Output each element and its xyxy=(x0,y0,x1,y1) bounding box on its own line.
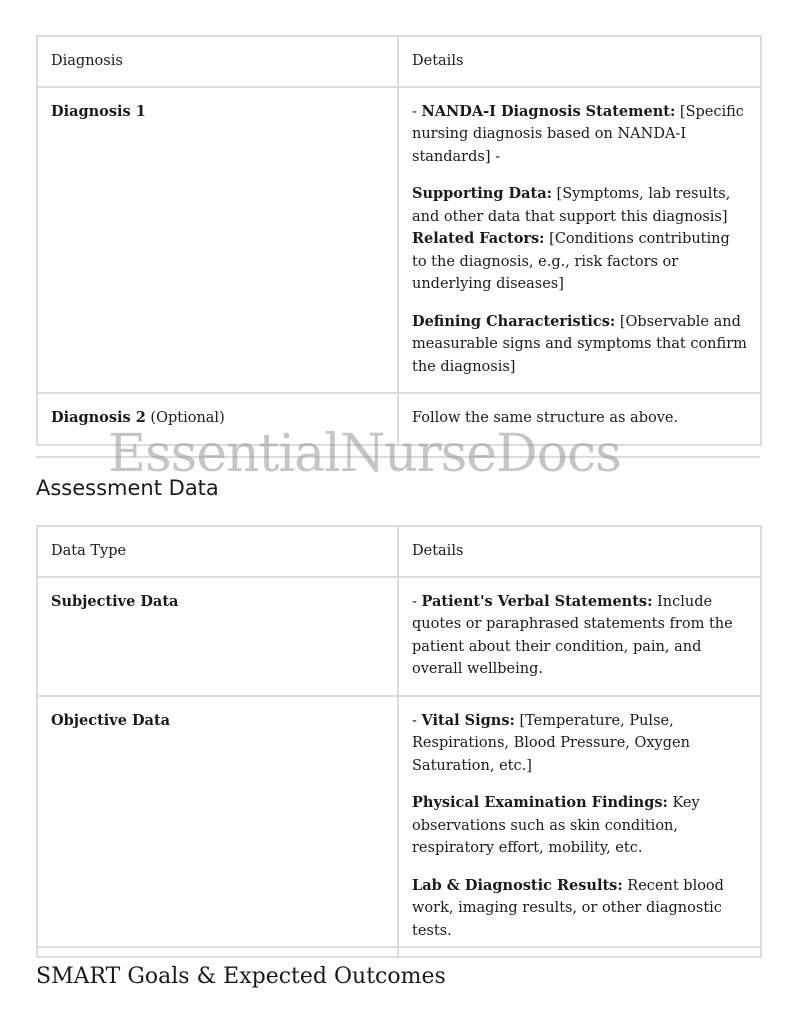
diagnosis-1-label xyxy=(37,87,398,394)
field-label: Supporting Data: xyxy=(412,185,552,202)
table-row xyxy=(37,577,761,696)
field-label: Lab & Diagnostic Results: xyxy=(412,876,623,894)
row-label: Diagnosis 2 xyxy=(51,409,146,426)
table-row xyxy=(37,696,761,958)
subjective-data-label xyxy=(37,577,398,696)
bullet-prefix: - xyxy=(412,593,422,610)
vital-signs xyxy=(412,710,748,778)
field-label: NANDA-I Diagnosis Statement: xyxy=(421,102,676,120)
field-text: [Conditions contributing to the diagnosis, e.g., risk factors or underlying diseases] xyxy=(412,231,730,292)
section-divider xyxy=(36,456,760,458)
row-label-note: (Optional) xyxy=(145,410,225,426)
field-text: Key observations such as skin condition, respiratory effort, mobility, etc. xyxy=(412,795,700,856)
field-label: Defining Characteristics: xyxy=(412,312,616,330)
row-label: Subjective Data xyxy=(51,592,179,610)
field-label: Patient's Verbal Statements: xyxy=(421,592,653,610)
verbal-statements xyxy=(412,591,748,681)
field-text: [Observable and measurable signs and symptoms that confirm the diagnosis] xyxy=(412,313,747,375)
supporting-data xyxy=(412,183,748,296)
objective-data-label xyxy=(37,696,398,958)
lab-diagnostic-results xyxy=(412,875,748,943)
field-text: [Symptoms, lab results, and other data that support this diagnosis] xyxy=(412,186,731,225)
column-header-data-type: Data Type xyxy=(37,526,398,577)
section-divider xyxy=(36,946,760,948)
field-text: [Temperature, Pulse, Respirations, Blood Pressure, Oxygen Saturation, etc.] xyxy=(412,712,690,774)
column-header-diagnosis: Diagnosis xyxy=(37,36,398,87)
bullet-prefix: - xyxy=(412,103,422,120)
nanda-statement xyxy=(412,101,748,169)
defining-characteristics xyxy=(412,311,748,379)
table-header-row xyxy=(37,526,761,577)
subjective-data-details xyxy=(398,577,761,696)
diagnosis-2-label xyxy=(37,393,398,445)
assessment-data-heading: Assessment Data xyxy=(36,476,219,500)
diagnosis-2-details: Follow the same structure as above. xyxy=(398,393,761,445)
column-header-details: Details xyxy=(398,526,761,577)
diagnosis-1-details xyxy=(398,87,761,394)
field-text: Recent blood work, imaging results, or other diagnostic tests. xyxy=(412,877,724,939)
column-header-details: Details xyxy=(398,36,761,87)
field-label: Vital Signs: xyxy=(421,711,515,729)
watermark: EssentialNurseDocs xyxy=(108,424,621,484)
field-text: [Specific nursing diagnosis based on NANDA-I standards] - xyxy=(412,103,744,165)
smart-goals-heading: SMART Goals & Expected Outcomes xyxy=(36,964,446,989)
table-header-row xyxy=(37,36,761,87)
row-label: Diagnosis 1 xyxy=(51,102,146,120)
bullet-prefix: - xyxy=(412,712,422,729)
field-label: Physical Examination Findings: xyxy=(412,794,668,811)
row-label: Objective Data xyxy=(51,711,171,729)
field-label: Related Factors: xyxy=(412,230,545,247)
table-row xyxy=(37,393,761,445)
assessment-table xyxy=(36,525,762,958)
field-text: Include quotes or paraphrased statements from the patient about their condition, pain, and overall wellbeing. xyxy=(412,593,733,677)
table-row xyxy=(37,87,761,394)
diagnosis-table xyxy=(36,35,762,446)
physical-exam-findings xyxy=(412,792,748,860)
objective-data-details xyxy=(398,696,761,958)
